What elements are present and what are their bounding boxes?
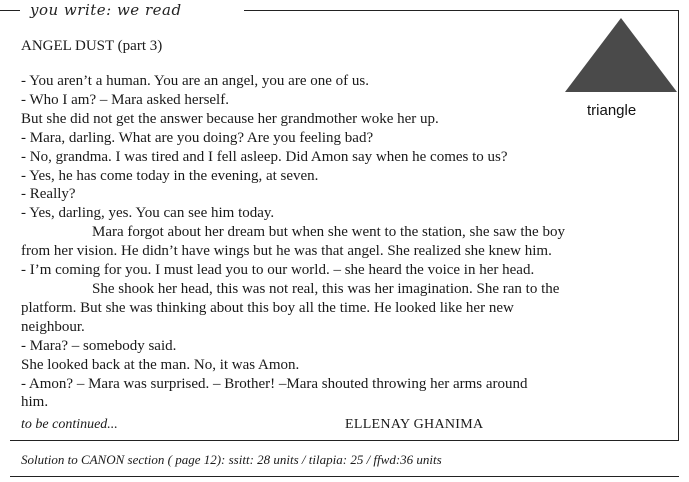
story-line: - Amon? – Mara was surprised. – Brother! –Mara shouted throwing her arms around — [21, 375, 528, 392]
story-line: - Really? — [21, 186, 76, 203]
triangle-label: triangle — [587, 102, 637, 119]
footer-divider-bottom — [10, 476, 679, 477]
solution-note: Solution to CANON section ( page 12): ssitt: 28 units / tilapia: 25 / ffwd:36 units — [21, 452, 442, 467]
story-line: - Mara, darling. What are you doing? Are you feeling bad? — [21, 129, 374, 146]
author-name: ELLENAY GHANIMA — [345, 417, 484, 432]
story-line: from her vision. He didn’t have wings but he was that angel. She realized she knew him. — [21, 243, 552, 260]
footer-divider-top — [10, 440, 679, 441]
section-header: you write: we read — [30, 1, 182, 19]
story-line: neighbour. — [21, 318, 85, 335]
story-line: - Who I am? – Mara asked herself. — [21, 91, 229, 108]
story-line: him. — [21, 394, 49, 411]
story-line: - Yes, he has come today in the evening, at seven. — [21, 167, 319, 184]
story-line: - Yes, darling, yes. You can see him today. — [21, 205, 275, 222]
story-line: - I’m coming for you. I must lead you to our world. – she heard the voice in her head. — [21, 262, 535, 279]
story-title: ANGEL DUST (part 3) — [21, 38, 163, 54]
story-body — [21, 72, 661, 412]
story-line: - You aren’t a human. You are an angel, you are one of us. — [21, 73, 369, 89]
story-line: - Mara? – somebody said. — [21, 337, 177, 354]
story-line: platform. But she was thinking about this boy all the time. He looked like her new — [21, 299, 514, 316]
frame-top-left — [0, 10, 20, 11]
frame-top-right — [244, 10, 679, 11]
story-line: But she did not get the answer because her grandmother woke her up. — [21, 110, 439, 127]
to-be-continued: to be continued... — [21, 417, 118, 432]
story-line: - No, grandma. I was tired and I fell asleep. Did Amon say when he comes to us? — [21, 148, 508, 165]
story-line: She looked back at the man. No, it was Amon. — [21, 356, 300, 373]
story-line: She shook her head, this was not real, this was her imagination. She ran to the — [92, 280, 560, 297]
story-line: Mara forgot about her dream but when she went to the station, she saw the boy — [92, 224, 565, 241]
